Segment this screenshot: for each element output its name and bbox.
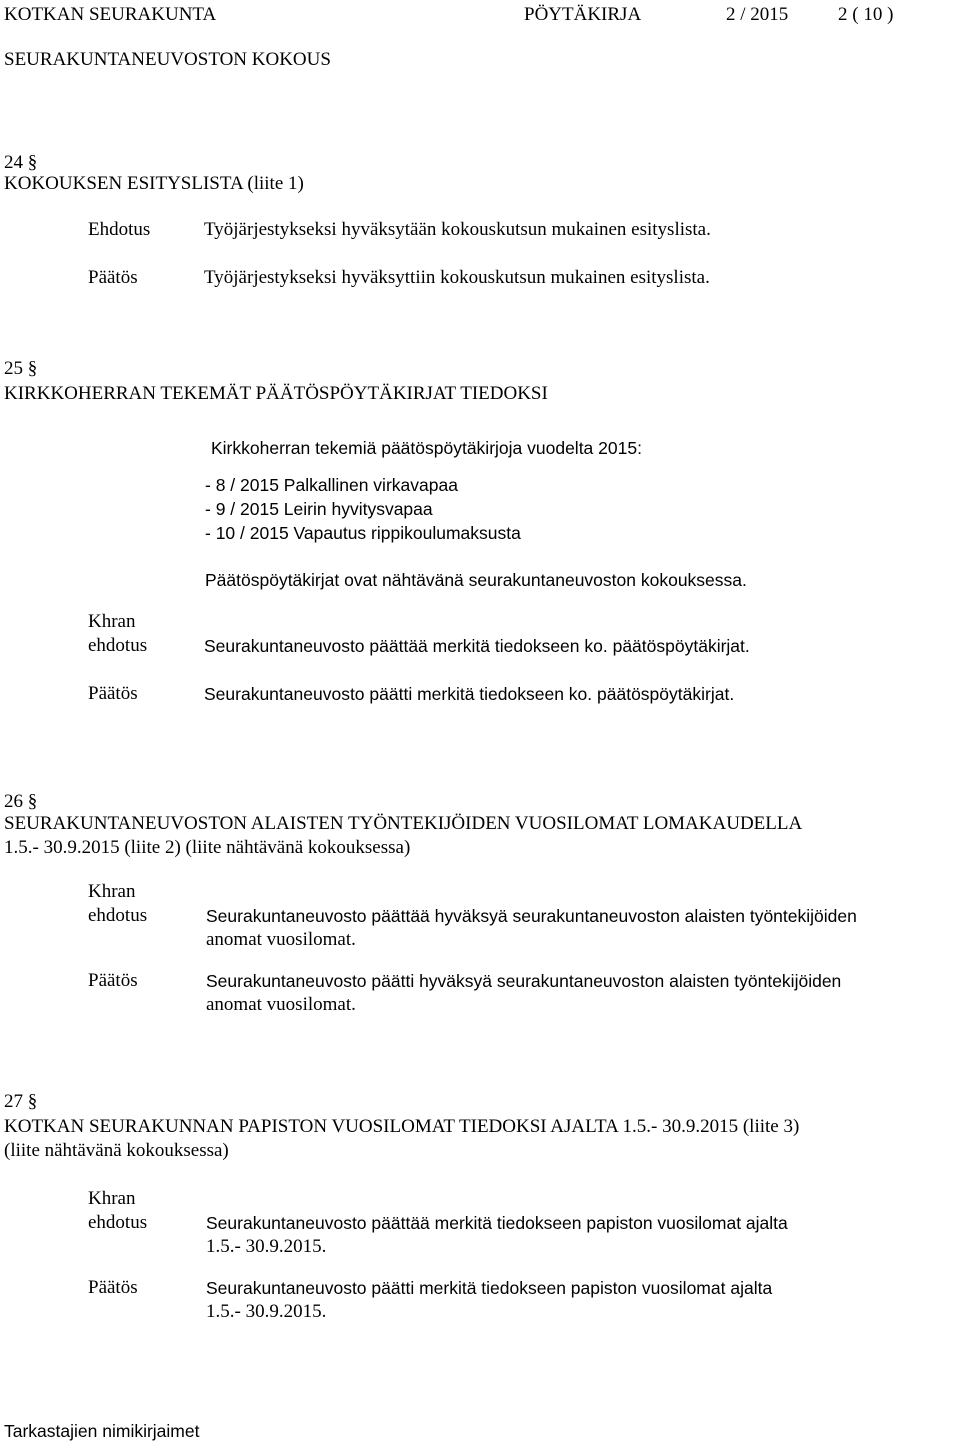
row-label: ehdotus bbox=[88, 905, 148, 926]
row-text: Seurakuntaneuvosto päättää merkitä tiedokseen papiston vuosilomat ajalta bbox=[206, 1213, 788, 1233]
row-label: Päätös bbox=[88, 267, 138, 288]
row-label: Khran bbox=[88, 1188, 136, 1209]
row-label: Khran bbox=[88, 881, 136, 902]
page-number: 2 ( 10 ) bbox=[838, 4, 894, 25]
item-title: KOKOUKSEN ESITYSLISTA (liite 1) bbox=[4, 173, 304, 194]
row-text: Seurakuntaneuvosto päätti hyväksyä seurakuntaneuvoston alaisten työntekijöiden bbox=[206, 971, 842, 991]
item-title: KOTKAN SEURAKUNNAN PAPISTON VUOSILOMAT TIEDOKSI AJALTA 1.5.- 30.9.2015 (liite 3) bbox=[4, 1116, 800, 1137]
row-text: anomat vuosilomat. bbox=[206, 929, 356, 950]
organization-name: KOTKAN SEURAKUNTA bbox=[4, 4, 217, 25]
row-text: anomat vuosilomat. bbox=[206, 994, 356, 1015]
item-number: 24 § bbox=[4, 152, 38, 173]
list-item: - 10 / 2015 Vapautus rippikoulumaksusta bbox=[205, 523, 521, 543]
item-number: 27 § bbox=[4, 1091, 38, 1112]
item-note: Päätöspöytäkirjat ovat nähtävänä seurakuntaneuvoston kokouksessa. bbox=[205, 570, 747, 590]
row-label: Päätös bbox=[88, 970, 138, 991]
document-type: PÖYTÄKIRJA bbox=[524, 4, 642, 25]
row-label: Ehdotus bbox=[88, 219, 151, 240]
item-title: (liite nähtävänä kokouksessa) bbox=[4, 1140, 229, 1161]
row-text: Työjärjestykseksi hyväksytään kokouskutsun mukainen esityslista. bbox=[204, 219, 711, 240]
row-label: Päätös bbox=[88, 1277, 138, 1298]
item-number: 26 § bbox=[4, 791, 38, 812]
row-label: ehdotus bbox=[88, 635, 148, 656]
item-number: 25 § bbox=[4, 358, 38, 379]
item-title: SEURAKUNTANEUVOSTON ALAISTEN TYÖNTEKIJÖIDEN VUOSILOMAT LOMAKAUDELLA bbox=[4, 813, 803, 834]
signatures-label: Tarkastajien nimikirjaimet bbox=[4, 1421, 200, 1441]
row-text: Seurakuntaneuvosto päättää hyväksyä seurakuntaneuvoston alaisten työntekijöiden bbox=[206, 906, 857, 926]
row-label: ehdotus bbox=[88, 1212, 148, 1233]
item-title: KIRKKOHERRAN TEKEMÄT PÄÄTÖSPÖYTÄKIRJAT TIEDOKSI bbox=[4, 383, 548, 404]
list-item: - 8 / 2015 Palkallinen virkavapaa bbox=[205, 475, 458, 495]
document-number: 2 / 2015 bbox=[726, 4, 789, 25]
row-text: Työjärjestykseksi hyväksyttiin kokouskutsun mukainen esityslista. bbox=[204, 267, 710, 288]
row-text: Seurakuntaneuvosto päättää merkitä tiedokseen ko. päätöspöytäkirjat. bbox=[204, 636, 750, 656]
row-text: Seurakuntaneuvosto päätti merkitä tiedokseen papiston vuosilomat ajalta bbox=[206, 1278, 773, 1298]
list-item: - 9 / 2015 Leirin hyvitysvapaa bbox=[205, 499, 433, 519]
meeting-title: SEURAKUNTANEUVOSTON KOKOUS bbox=[4, 49, 331, 70]
item-intro: Kirkkoherran tekemiä päätöspöytäkirjoja vuodelta 2015: bbox=[211, 438, 642, 458]
item-title: 1.5.- 30.9.2015 (liite 2) (liite nähtävänä kokouksessa) bbox=[4, 837, 411, 858]
row-label: Khran bbox=[88, 611, 136, 632]
row-label: Päätös bbox=[88, 683, 138, 704]
row-text: 1.5.- 30.9.2015. bbox=[206, 1236, 327, 1257]
row-text: 1.5.- 30.9.2015. bbox=[206, 1301, 327, 1322]
row-text: Seurakuntaneuvosto päätti merkitä tiedokseen ko. päätöspöytäkirjat. bbox=[204, 684, 735, 704]
